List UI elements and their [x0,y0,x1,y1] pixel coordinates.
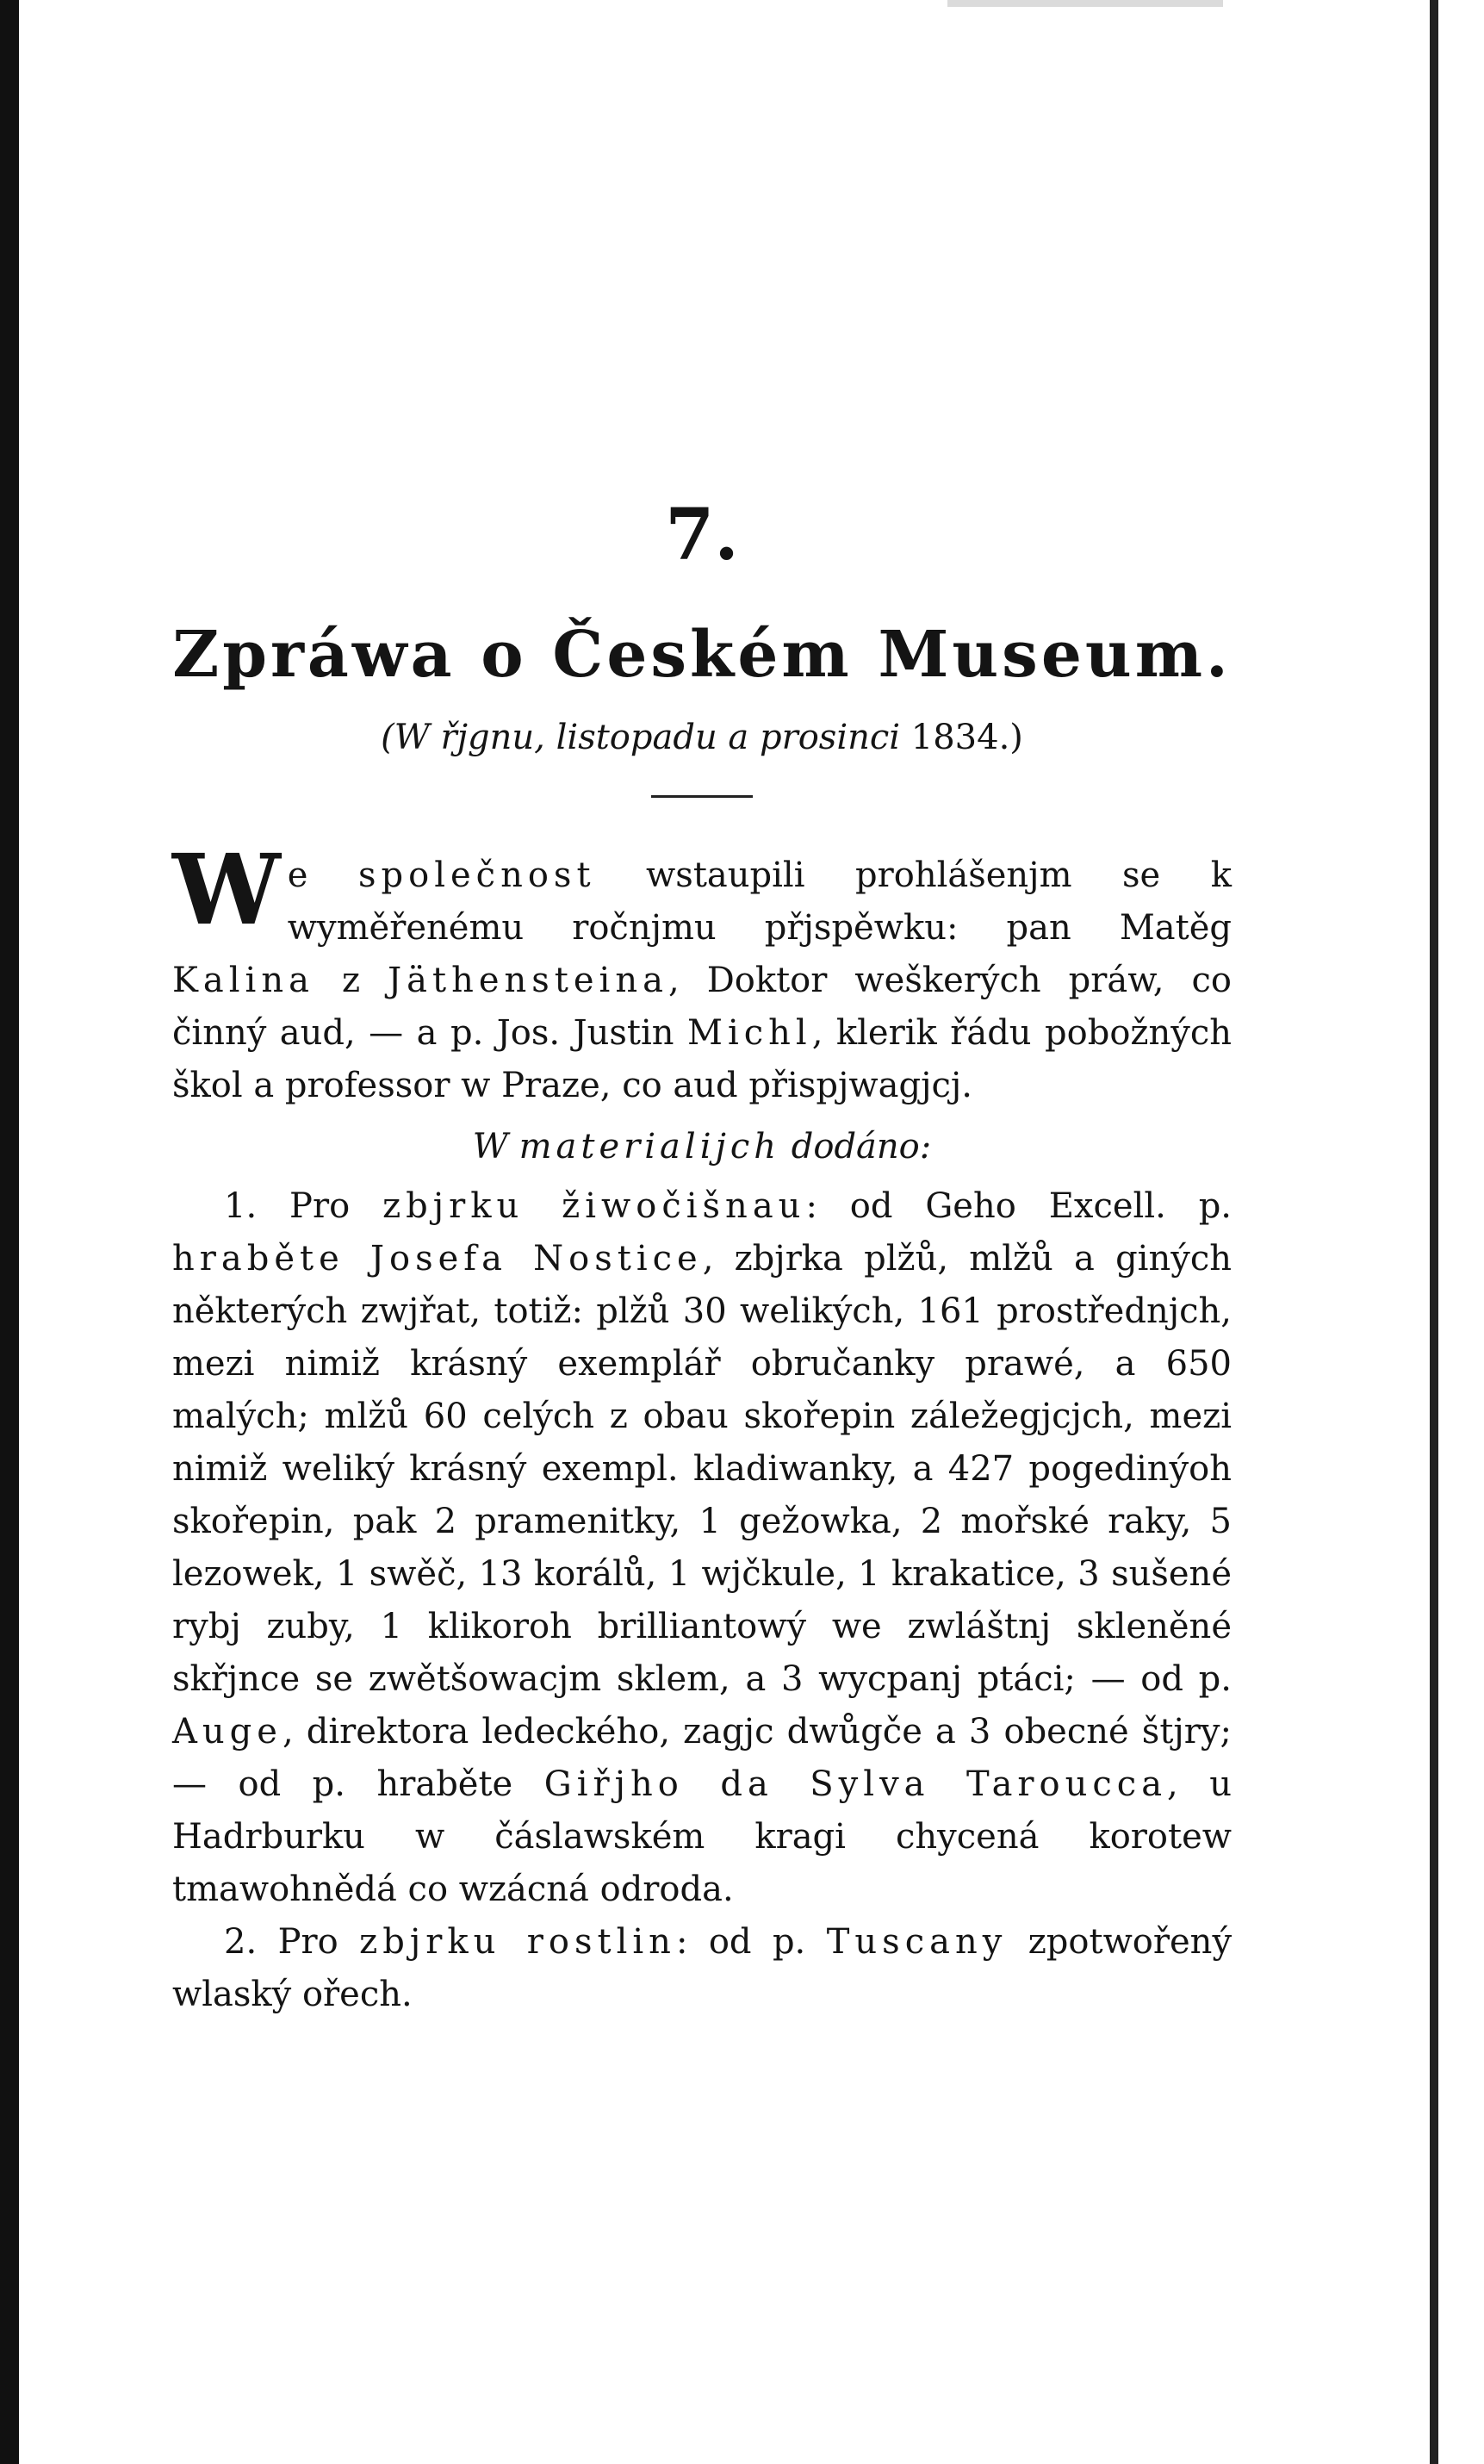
page-edge-shadow-right [1430,0,1438,2464]
intro-text-3: z [341,961,361,1001]
intro-text-4: , Doktor weškerých práw, co činný aud, — a p. Jos. Justin [172,961,1232,1054]
item2-text-1: : od p. [675,1922,806,1963]
materials-heading-prefix: W [472,1127,508,1167]
intro-spaced-2: Kalina [172,961,314,1001]
item1-text-4: , u Hadrburku w čáslawském kragi chycená korotew tmawohnědá co wzácná odroda. [172,1764,1233,1910]
chapter-number: 7. [665,494,739,576]
article-title: Zpráwa o Českém Museum. [172,618,1232,692]
item1-spaced-b: hraběte Josefa Nostice [172,1239,703,1279]
item1-spaced-c: Auge [172,1712,283,1752]
materials-heading-suffix: dodáno: [791,1127,932,1167]
item2-spaced-a: zbjrku rostlin [359,1922,676,1963]
intro-spaced-1: společnost [357,856,596,896]
document-page [172,494,1233,2021]
list-item-2 [172,1916,1232,2021]
item1-spaced-a: zbjrku žiwočišnau [382,1186,806,1227]
intro-text-1: e [287,856,308,896]
item1-text-2: , zbjrka plžů, mlžů a giných některých zwjřat, totiž: plžů 30 welikých, 161 prostřednjch, mezi nimiž krásný exemplář obručanky prawé, a 650 malých; mlžů 60 celých z obau skořepin záležegjcjch, mezi nimiž weliký krásný exempl. kladiwanky, a 427 pogedinýoh skořepin, pak 2 pramenitky, 1 gežowka, 2 mořské raky, 5 lezowek, 1 swěč, 13 korálů, 1 wjčkule, 1 krakatice, 3 sušené rybj zuby, 1 klikoroh brilliantowý we zwláštnj skleněné skřjnce se zwětšowacjm sklem, a 3 wycpanj ptáci; — od p. [172,1239,1232,1700]
item1-text-3: , direktora ledeckého, zagjc dwůgče a 3 obecné štjry; — od p. hraběte [172,1712,1232,1805]
materials-heading-spaced: materialijch [518,1127,781,1167]
title-divider-rule [651,795,753,798]
intro-text-5: , klerik řádu pobožných škol a professor w Praze, co aud přispjwagjcj. [172,1013,1232,1106]
item2-text-2: zpotwořený wlaský ořech. [172,1922,1233,2015]
intro-spaced-4: Michl [687,1013,812,1054]
intro-paragraph [172,834,1232,1112]
item1-lead: 1. Pro [224,1186,351,1227]
item1-text-1: : od Geho Excell. p. [805,1186,1233,1227]
list-item-1 [172,1180,1232,1916]
intro-spaced-3: Jäthensteina [388,961,668,1001]
page-edge-shadow-left [0,0,19,2464]
materials-heading [172,1121,1232,1173]
drop-cap: W [172,834,281,948]
intro-text-2: wstaupili prohlášenjm se k wyměřenému ročnjmu přjspěwku: pan Matěg [287,856,1232,949]
item2-lead: 2. Pro [224,1922,338,1963]
article-subtitle [172,718,1232,757]
subtitle-dates: (W řjgnu, listopadu a prosinci [381,718,901,758]
item1-spaced-d: Giřjho da Sylva Taroucca [543,1764,1168,1805]
item2-spaced-b: Tuscany [826,1922,1008,1963]
subtitle-year: 1834.) [910,718,1023,758]
page-edge-smudge-top [947,0,1223,7]
